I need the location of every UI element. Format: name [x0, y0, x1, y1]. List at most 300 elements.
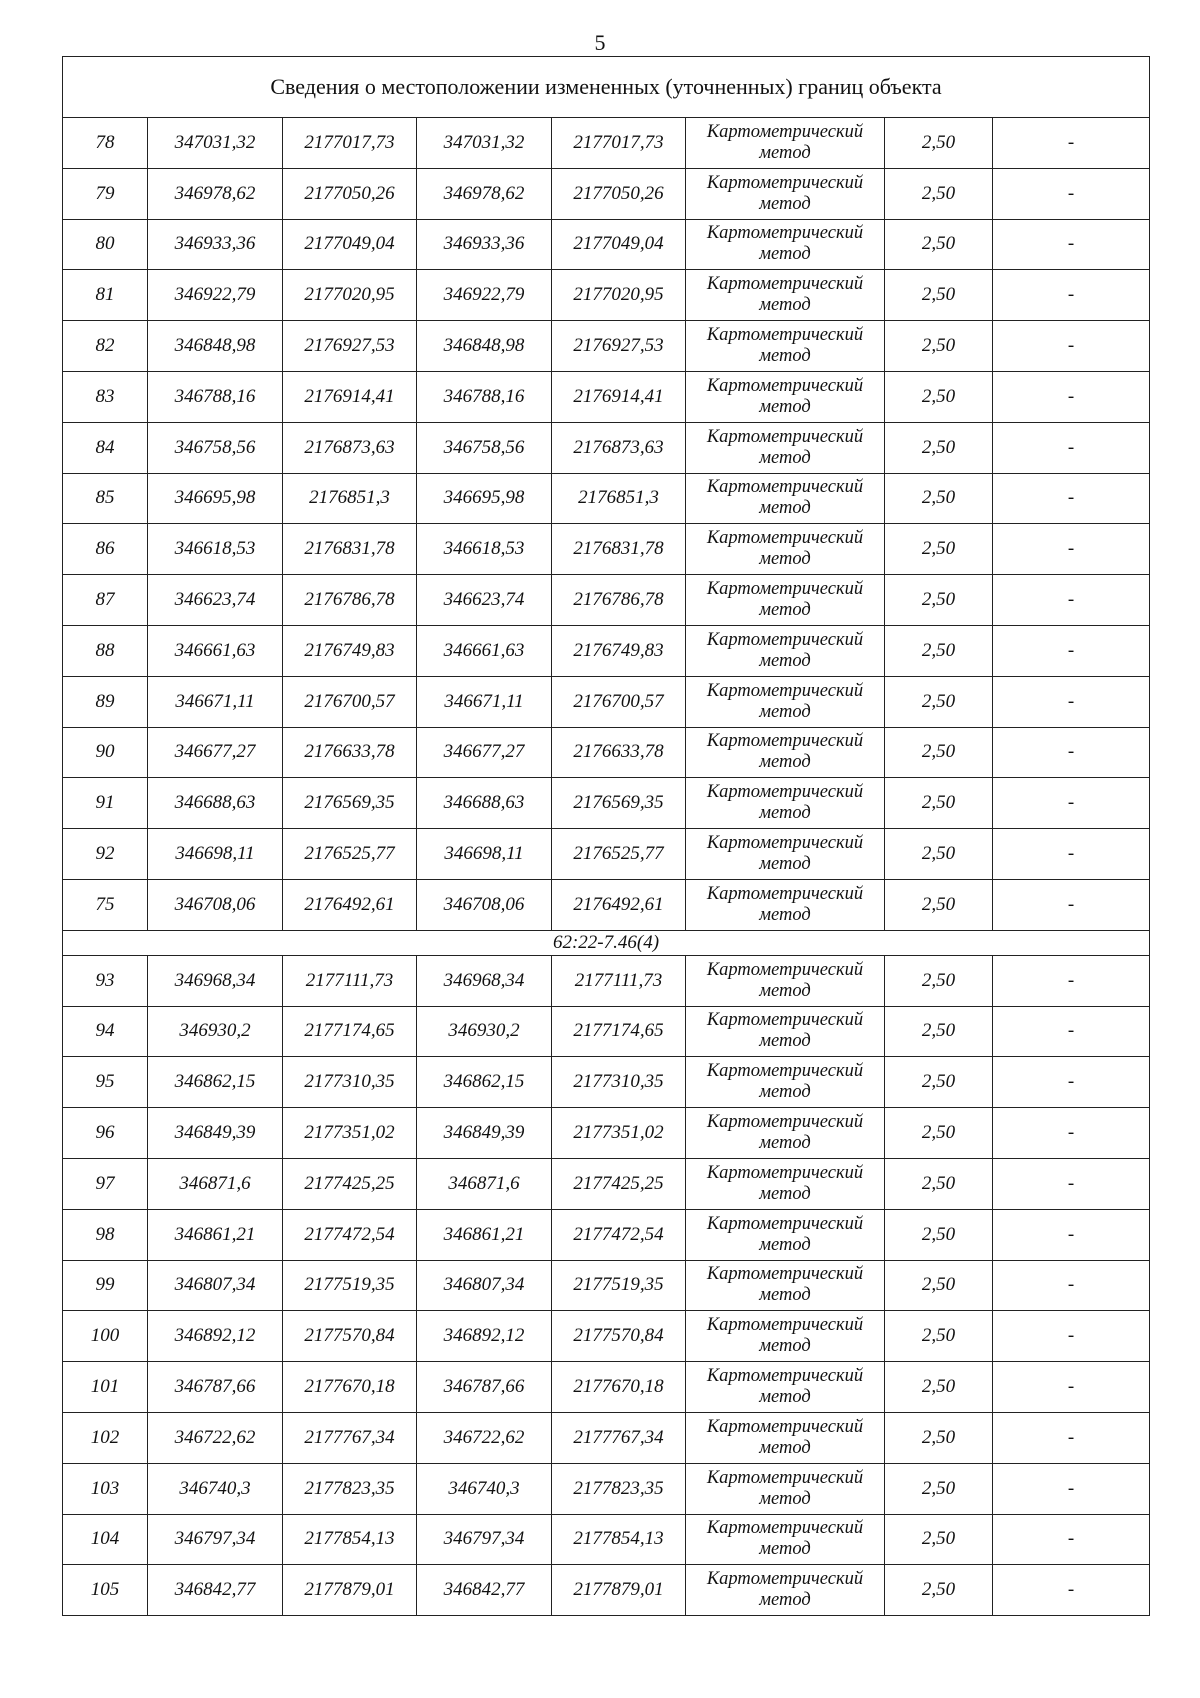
method-line-2: метод: [759, 1082, 811, 1103]
point-number-cell: 99: [63, 1260, 148, 1311]
x-coordinate-refined-cell: 346842,77: [417, 1565, 552, 1616]
precision-cell: 2,50: [885, 473, 993, 524]
y-coordinate-cell: 2176700,57: [283, 676, 417, 727]
method-line-1: Картометрический: [706, 1569, 864, 1590]
method-cell: [686, 955, 885, 1006]
precision-cell: 2,50: [885, 219, 993, 270]
precision-cell: 2,50: [885, 1108, 993, 1159]
method-cell: [686, 371, 885, 422]
y-coordinate-cell: 2177823,35: [283, 1463, 417, 1514]
x-coordinate-refined-cell: 346871,6: [417, 1158, 552, 1209]
method-line-2: метод: [759, 980, 811, 1001]
x-coordinate-refined-cell: 346862,15: [417, 1057, 552, 1108]
point-number-cell: 100: [63, 1311, 148, 1362]
point-number-cell: 94: [63, 1006, 148, 1057]
x-coordinate-cell: 346671,11: [148, 676, 283, 727]
x-coordinate-refined-cell: 346698,11: [417, 829, 552, 880]
method-line-2: метод: [759, 1133, 811, 1154]
method-line-2: метод: [759, 1336, 811, 1357]
table-row: [63, 676, 1150, 727]
method-line-1: Картометрический: [706, 1416, 864, 1437]
y-coordinate-cell: 2177174,65: [283, 1006, 417, 1057]
x-coordinate-refined-cell: 346758,56: [417, 422, 552, 473]
y-coordinate-cell: 2177472,54: [283, 1209, 417, 1260]
x-coordinate-cell: 346758,56: [148, 422, 283, 473]
point-number-cell: 101: [63, 1362, 148, 1413]
x-coordinate-refined-cell: 346623,74: [417, 575, 552, 626]
description-cell: -: [993, 727, 1150, 778]
y-coordinate-cell: 2177879,01: [283, 1565, 417, 1616]
x-coordinate-cell: 346698,11: [148, 829, 283, 880]
method-line-2: метод: [759, 346, 811, 367]
x-coordinate-refined-cell: 346708,06: [417, 879, 552, 930]
table-row: [63, 778, 1150, 829]
method-line-1: Картометрический: [706, 325, 864, 346]
x-coordinate-refined-cell: 346797,34: [417, 1514, 552, 1565]
y-coordinate-cell: 2177017,73: [283, 118, 417, 169]
y-coordinate-cell: 2176851,3: [283, 473, 417, 524]
y-coordinate-refined-cell: 2177472,54: [552, 1209, 686, 1260]
description-cell: -: [993, 1006, 1150, 1057]
method-line-1: Картометрический: [706, 959, 864, 980]
description-cell: -: [993, 219, 1150, 270]
y-coordinate-refined-cell: 2176569,35: [552, 778, 686, 829]
x-coordinate-cell: 346623,74: [148, 575, 283, 626]
method-line-2: метод: [759, 1539, 811, 1560]
x-coordinate-refined-cell: 346671,11: [417, 676, 552, 727]
x-coordinate-refined-cell: 346861,21: [417, 1209, 552, 1260]
description-cell: -: [993, 1057, 1150, 1108]
method-cell: [686, 1362, 885, 1413]
method-line-1: Картометрический: [706, 375, 864, 396]
y-coordinate-cell: 2176831,78: [283, 524, 417, 575]
method-line-2: метод: [759, 701, 811, 722]
method-line-2: метод: [759, 904, 811, 925]
point-number-cell: 92: [63, 829, 148, 880]
point-number-cell: 81: [63, 270, 148, 321]
y-coordinate-cell: 2177767,34: [283, 1412, 417, 1463]
y-coordinate-cell: 2176749,83: [283, 625, 417, 676]
precision-cell: 2,50: [885, 270, 993, 321]
precision-cell: 2,50: [885, 879, 993, 930]
table-row: [63, 1362, 1150, 1413]
method-cell: [686, 1311, 885, 1362]
point-number-cell: 88: [63, 625, 148, 676]
x-coordinate-refined-cell: 346788,16: [417, 371, 552, 422]
y-coordinate-refined-cell: 2177879,01: [552, 1565, 686, 1616]
method-line-2: метод: [759, 447, 811, 468]
method-line-1: Картометрический: [706, 477, 864, 498]
description-cell: -: [993, 955, 1150, 1006]
x-coordinate-cell: 346862,15: [148, 1057, 283, 1108]
description-cell: -: [993, 1412, 1150, 1463]
description-cell: -: [993, 1108, 1150, 1159]
table-row: [63, 575, 1150, 626]
method-cell: [686, 1463, 885, 1514]
method-line-1: Картометрический: [706, 1518, 864, 1539]
method-line-2: метод: [759, 600, 811, 621]
precision-cell: 2,50: [885, 321, 993, 372]
x-coordinate-cell: 346933,36: [148, 219, 283, 270]
method-line-1: Картометрический: [706, 223, 864, 244]
method-line-1: Картометрический: [706, 1061, 864, 1082]
section-label: 62:22-7.46(4): [63, 930, 1150, 955]
y-coordinate-cell: 2177111,73: [283, 955, 417, 1006]
precision-cell: 2,50: [885, 1006, 993, 1057]
y-coordinate-cell: 2176914,41: [283, 371, 417, 422]
x-coordinate-cell: 346871,6: [148, 1158, 283, 1209]
method-cell: [686, 575, 885, 626]
method-line-2: метод: [759, 142, 811, 163]
point-number-cell: 86: [63, 524, 148, 575]
x-coordinate-cell: 346740,3: [148, 1463, 283, 1514]
table-row: [63, 1209, 1150, 1260]
precision-cell: 2,50: [885, 955, 993, 1006]
y-coordinate-cell: 2176492,61: [283, 879, 417, 930]
x-coordinate-refined-cell: 346933,36: [417, 219, 552, 270]
table-row: [63, 1006, 1150, 1057]
point-number-cell: 96: [63, 1108, 148, 1159]
x-coordinate-cell: 346722,62: [148, 1412, 283, 1463]
description-cell: -: [993, 829, 1150, 880]
table-row: [63, 1108, 1150, 1159]
point-number-cell: 84: [63, 422, 148, 473]
description-cell: -: [993, 1158, 1150, 1209]
method-line-1: Картометрический: [706, 833, 864, 854]
method-cell: [686, 625, 885, 676]
y-coordinate-refined-cell: 2177823,35: [552, 1463, 686, 1514]
x-coordinate-cell: 346695,98: [148, 473, 283, 524]
method-line-2: метод: [759, 295, 811, 316]
method-line-1: Картометрический: [706, 883, 864, 904]
method-line-2: метод: [759, 1590, 811, 1611]
table-row: [63, 473, 1150, 524]
point-number-cell: 91: [63, 778, 148, 829]
method-cell: [686, 1412, 885, 1463]
method-cell: [686, 879, 885, 930]
method-line-2: метод: [759, 1031, 811, 1052]
precision-cell: 2,50: [885, 778, 993, 829]
precision-cell: 2,50: [885, 524, 993, 575]
point-number-cell: 93: [63, 955, 148, 1006]
method-line-2: метод: [759, 549, 811, 570]
precision-cell: 2,50: [885, 727, 993, 778]
method-line-1: Картометрический: [706, 1264, 864, 1285]
table-row: [63, 422, 1150, 473]
x-coordinate-cell: 346922,79: [148, 270, 283, 321]
table-row: [63, 1260, 1150, 1311]
method-line-2: метод: [759, 1488, 811, 1509]
method-line-1: Картометрический: [706, 680, 864, 701]
x-coordinate-cell: 346842,77: [148, 1565, 283, 1616]
method-cell: [686, 1514, 885, 1565]
point-number-cell: 85: [63, 473, 148, 524]
x-coordinate-refined-cell: 346849,39: [417, 1108, 552, 1159]
method-line-1: Картометрический: [706, 1112, 864, 1133]
method-cell: [686, 1057, 885, 1108]
method-line-2: метод: [759, 396, 811, 417]
y-coordinate-refined-cell: 2176914,41: [552, 371, 686, 422]
x-coordinate-cell: 346787,66: [148, 1362, 283, 1413]
method-line-2: метод: [759, 1437, 811, 1458]
table-row: [63, 879, 1150, 930]
description-cell: -: [993, 422, 1150, 473]
method-line-1: Картометрический: [706, 1010, 864, 1031]
y-coordinate-cell: 2177049,04: [283, 219, 417, 270]
x-coordinate-refined-cell: 346695,98: [417, 473, 552, 524]
precision-cell: 2,50: [885, 118, 993, 169]
y-coordinate-refined-cell: 2177174,65: [552, 1006, 686, 1057]
point-number-cell: 103: [63, 1463, 148, 1514]
page-number: 5: [594, 30, 606, 55]
x-coordinate-cell: 346930,2: [148, 1006, 283, 1057]
table-row: [63, 321, 1150, 372]
table-row: [63, 727, 1150, 778]
table-row: [63, 371, 1150, 422]
y-coordinate-cell: 2177854,13: [283, 1514, 417, 1565]
y-coordinate-cell: 2176927,53: [283, 321, 417, 372]
precision-cell: 2,50: [885, 1362, 993, 1413]
point-number-cell: 82: [63, 321, 148, 372]
method-line-2: метод: [759, 498, 811, 519]
y-coordinate-cell: 2177310,35: [283, 1057, 417, 1108]
y-coordinate-refined-cell: 2176749,83: [552, 625, 686, 676]
description-cell: -: [993, 1565, 1150, 1616]
table-row: [63, 270, 1150, 321]
method-cell: [686, 524, 885, 575]
x-coordinate-cell: 346708,06: [148, 879, 283, 930]
y-coordinate-refined-cell: 2176851,3: [552, 473, 686, 524]
point-number-cell: 80: [63, 219, 148, 270]
x-coordinate-cell: 346807,34: [148, 1260, 283, 1311]
point-number-cell: 79: [63, 168, 148, 219]
description-cell: -: [993, 473, 1150, 524]
method-line-2: метод: [759, 1387, 811, 1408]
point-number-cell: 90: [63, 727, 148, 778]
table-row: [63, 219, 1150, 270]
table-row: [63, 625, 1150, 676]
y-coordinate-refined-cell: 2177767,34: [552, 1412, 686, 1463]
x-coordinate-refined-cell: 346930,2: [417, 1006, 552, 1057]
y-coordinate-cell: 2177351,02: [283, 1108, 417, 1159]
y-coordinate-refined-cell: 2177049,04: [552, 219, 686, 270]
method-line-1: Картометрический: [706, 579, 864, 600]
precision-cell: 2,50: [885, 625, 993, 676]
boundary-coordinates-table: [62, 56, 1150, 1616]
x-coordinate-cell: 346788,16: [148, 371, 283, 422]
precision-cell: 2,50: [885, 1057, 993, 1108]
y-coordinate-refined-cell: 2176831,78: [552, 524, 686, 575]
y-coordinate-refined-cell: 2177017,73: [552, 118, 686, 169]
x-coordinate-refined-cell: 346740,3: [417, 1463, 552, 1514]
description-cell: -: [993, 1362, 1150, 1413]
x-coordinate-refined-cell: 346848,98: [417, 321, 552, 372]
y-coordinate-refined-cell: 2176525,77: [552, 829, 686, 880]
table-row: [63, 1412, 1150, 1463]
description-cell: -: [993, 1463, 1150, 1514]
y-coordinate-refined-cell: 2177425,25: [552, 1158, 686, 1209]
x-coordinate-refined-cell: 346787,66: [417, 1362, 552, 1413]
method-line-1: Картометрический: [706, 731, 864, 752]
description-cell: -: [993, 1311, 1150, 1362]
table-title: Сведения о местоположении измененных (уточненных) границ объекта: [63, 57, 1150, 118]
method-cell: [686, 422, 885, 473]
description-cell: -: [993, 676, 1150, 727]
y-coordinate-refined-cell: 2177570,84: [552, 1311, 686, 1362]
x-coordinate-cell: 347031,32: [148, 118, 283, 169]
method-line-1: Картометрический: [706, 121, 864, 142]
method-cell: [686, 676, 885, 727]
y-coordinate-cell: 2177020,95: [283, 270, 417, 321]
table-row: [63, 118, 1150, 169]
y-coordinate-refined-cell: 2176492,61: [552, 879, 686, 930]
description-cell: -: [993, 321, 1150, 372]
x-coordinate-refined-cell: 346618,53: [417, 524, 552, 575]
method-cell: [686, 829, 885, 880]
method-cell: [686, 1209, 885, 1260]
method-cell: [686, 321, 885, 372]
x-coordinate-refined-cell: 346677,27: [417, 727, 552, 778]
method-line-1: Картометрический: [706, 426, 864, 447]
table-row: [63, 829, 1150, 880]
point-number-cell: 87: [63, 575, 148, 626]
y-coordinate-cell: 2176873,63: [283, 422, 417, 473]
point-number-cell: 97: [63, 1158, 148, 1209]
method-cell: [686, 1565, 885, 1616]
table-row: [63, 1463, 1150, 1514]
table-row: [63, 1057, 1150, 1108]
y-coordinate-refined-cell: 2177020,95: [552, 270, 686, 321]
precision-cell: 2,50: [885, 1412, 993, 1463]
method-line-1: Картометрический: [706, 1213, 864, 1234]
x-coordinate-cell: 346892,12: [148, 1311, 283, 1362]
precision-cell: 2,50: [885, 829, 993, 880]
precision-cell: 2,50: [885, 168, 993, 219]
y-coordinate-refined-cell: 2177670,18: [552, 1362, 686, 1413]
y-coordinate-cell: 2177050,26: [283, 168, 417, 219]
method-line-1: Картометрический: [706, 1162, 864, 1183]
method-line-2: метод: [759, 1183, 811, 1204]
x-coordinate-cell: 346797,34: [148, 1514, 283, 1565]
method-cell: [686, 168, 885, 219]
x-coordinate-refined-cell: 346661,63: [417, 625, 552, 676]
method-line-2: метод: [759, 854, 811, 875]
method-cell: [686, 473, 885, 524]
table-row: [63, 1514, 1150, 1565]
method-line-2: метод: [759, 244, 811, 265]
precision-cell: 2,50: [885, 1565, 993, 1616]
point-number-cell: 98: [63, 1209, 148, 1260]
point-number-cell: 95: [63, 1057, 148, 1108]
point-number-cell: 78: [63, 118, 148, 169]
method-line-1: Картометрический: [706, 1467, 864, 1488]
method-line-1: Картометрический: [706, 782, 864, 803]
x-coordinate-refined-cell: 346968,34: [417, 955, 552, 1006]
y-coordinate-cell: 2177570,84: [283, 1311, 417, 1362]
x-coordinate-refined-cell: 347031,32: [417, 118, 552, 169]
y-coordinate-cell: 2177670,18: [283, 1362, 417, 1413]
description-cell: -: [993, 778, 1150, 829]
point-number-cell: 105: [63, 1565, 148, 1616]
description-cell: -: [993, 1260, 1150, 1311]
method-line-1: Картометрический: [706, 1366, 864, 1387]
method-cell: [686, 219, 885, 270]
x-coordinate-cell: 346677,27: [148, 727, 283, 778]
method-cell: [686, 1260, 885, 1311]
precision-cell: 2,50: [885, 371, 993, 422]
description-cell: -: [993, 1209, 1150, 1260]
precision-cell: 2,50: [885, 1158, 993, 1209]
method-line-1: Картометрический: [706, 629, 864, 650]
y-coordinate-cell: 2177519,35: [283, 1260, 417, 1311]
precision-cell: 2,50: [885, 1209, 993, 1260]
precision-cell: 2,50: [885, 1514, 993, 1565]
table-row: [63, 955, 1150, 1006]
method-cell: [686, 1158, 885, 1209]
precision-cell: 2,50: [885, 676, 993, 727]
y-coordinate-refined-cell: 2176927,53: [552, 321, 686, 372]
method-line-2: метод: [759, 1234, 811, 1255]
x-coordinate-refined-cell: 346978,62: [417, 168, 552, 219]
x-coordinate-refined-cell: 346922,79: [417, 270, 552, 321]
x-coordinate-cell: 346861,21: [148, 1209, 283, 1260]
point-number-cell: 102: [63, 1412, 148, 1463]
description-cell: -: [993, 118, 1150, 169]
x-coordinate-refined-cell: 346807,34: [417, 1260, 552, 1311]
y-coordinate-refined-cell: 2177854,13: [552, 1514, 686, 1565]
y-coordinate-refined-cell: 2177351,02: [552, 1108, 686, 1159]
method-line-1: Картометрический: [706, 1315, 864, 1336]
method-cell: [686, 727, 885, 778]
point-number-cell: 104: [63, 1514, 148, 1565]
method-line-2: метод: [759, 1285, 811, 1306]
y-coordinate-cell: 2176633,78: [283, 727, 417, 778]
y-coordinate-refined-cell: 2176786,78: [552, 575, 686, 626]
table-row: [63, 168, 1150, 219]
x-coordinate-refined-cell: 346722,62: [417, 1412, 552, 1463]
description-cell: -: [993, 270, 1150, 321]
y-coordinate-cell: 2176786,78: [283, 575, 417, 626]
y-coordinate-cell: 2176525,77: [283, 829, 417, 880]
table-row: [63, 524, 1150, 575]
y-coordinate-refined-cell: 2177050,26: [552, 168, 686, 219]
x-coordinate-refined-cell: 346892,12: [417, 1311, 552, 1362]
method-line-2: метод: [759, 752, 811, 773]
table-row: [63, 1565, 1150, 1616]
description-cell: -: [993, 575, 1150, 626]
precision-cell: 2,50: [885, 1311, 993, 1362]
method-cell: [686, 118, 885, 169]
y-coordinate-cell: 2176569,35: [283, 778, 417, 829]
point-number-cell: 75: [63, 879, 148, 930]
method-line-2: метод: [759, 193, 811, 214]
x-coordinate-cell: 346661,63: [148, 625, 283, 676]
x-coordinate-cell: 346968,34: [148, 955, 283, 1006]
method-line-1: Картометрический: [706, 274, 864, 295]
method-cell: [686, 778, 885, 829]
method-line-2: метод: [759, 650, 811, 671]
x-coordinate-refined-cell: 346688,63: [417, 778, 552, 829]
method-cell: [686, 270, 885, 321]
x-coordinate-cell: 346688,63: [148, 778, 283, 829]
y-coordinate-refined-cell: 2177310,35: [552, 1057, 686, 1108]
table-row: [63, 1311, 1150, 1362]
method-cell: [686, 1108, 885, 1159]
precision-cell: 2,50: [885, 1260, 993, 1311]
y-coordinate-refined-cell: 2176633,78: [552, 727, 686, 778]
description-cell: -: [993, 168, 1150, 219]
method-cell: [686, 1006, 885, 1057]
